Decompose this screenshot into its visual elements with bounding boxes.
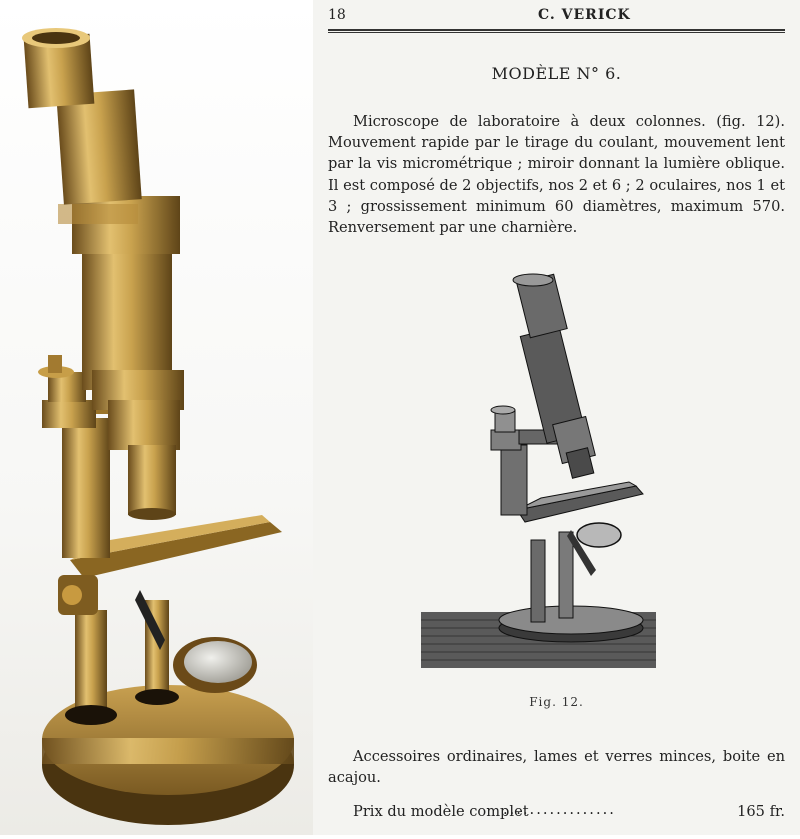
price-value: 165 fr. xyxy=(737,803,785,820)
figure-caption: Fig. 12. xyxy=(529,695,584,709)
figure-engraving xyxy=(421,270,661,680)
accessories-paragraph: Accessoires ordinaires, lames et verres minces, boite en acajou. xyxy=(328,748,785,786)
microscope-photo xyxy=(0,0,313,835)
pillar-left xyxy=(75,610,107,710)
price-leader-dots: ................. xyxy=(503,801,616,818)
description-paragraph: Microscope de laboratoire à deux colonnes. (fig. 12). Mouvement rapide par le tirage du coulant, mouvement lent par la vis micrométrique ; miroir donnant la lumière oblique. Il est composé de 2 objectifs, nos 2 et 6 ; 2 oculaires, nos 1 et 3 ; grossissement minimum 60 diamètres, maximum 570. Renversement par une charnière. xyxy=(328,113,785,237)
model-title: MODÈLE N° 6. xyxy=(491,64,622,83)
book-page xyxy=(313,0,800,835)
price-label: Prix du modèle complet xyxy=(353,803,529,820)
column xyxy=(62,418,110,558)
objective-lens xyxy=(128,445,176,515)
header-rule xyxy=(328,29,785,33)
running-head: C. VERICK xyxy=(538,7,631,23)
page-number: 18 xyxy=(328,7,346,23)
body-tube xyxy=(82,250,172,390)
